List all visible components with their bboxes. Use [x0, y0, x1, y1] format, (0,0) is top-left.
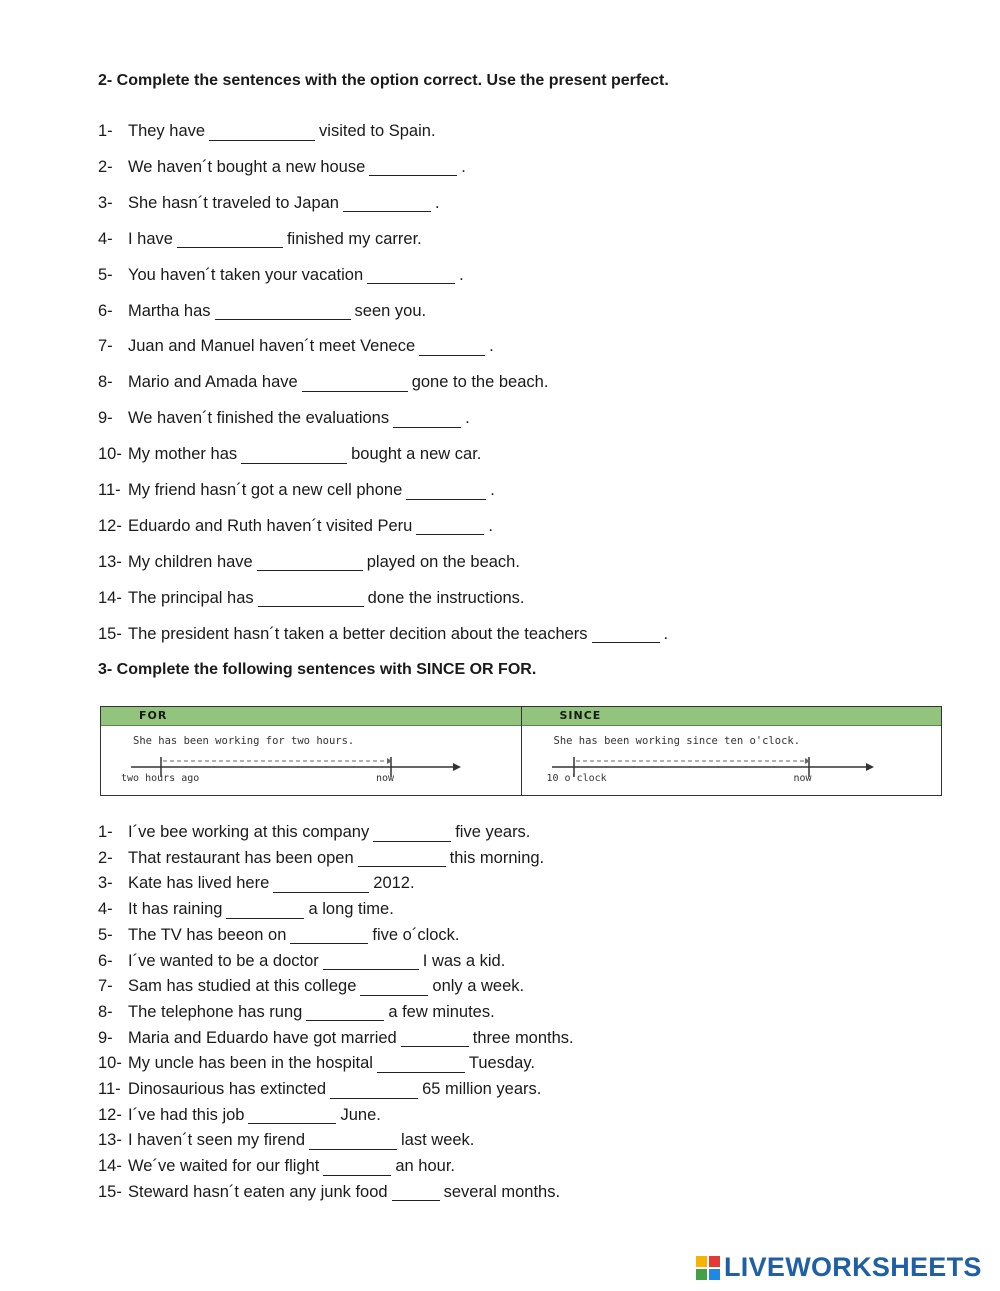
item-number: 11- — [98, 1080, 121, 1098]
item-text-after: a few minutes. — [388, 1002, 495, 1021]
answer-blank-input[interactable] — [209, 124, 315, 141]
item-text-before: We´ve waited for our flight — [128, 1157, 320, 1176]
item-text-before: It has raining — [128, 900, 223, 919]
answer-blank-input[interactable] — [360, 979, 428, 996]
answer-blank-input[interactable] — [377, 1056, 465, 1073]
liveworksheets-logo-icon — [696, 1256, 720, 1280]
item-number: 2- — [98, 157, 113, 176]
item-text-after: an hour. — [395, 1157, 456, 1176]
answer-blank-input[interactable] — [248, 1107, 336, 1124]
item-number: 6- — [98, 951, 113, 970]
item-text-after: only a week. — [432, 977, 525, 996]
item-text-before: The president hasn´t taken a better decition about the teachers — [128, 624, 588, 643]
exercise-item — [98, 1183, 560, 1202]
item-number: 7- — [98, 337, 113, 356]
item-number: 11- — [98, 481, 121, 499]
item-text-after: three months. — [472, 1028, 574, 1047]
exercise-item — [98, 1003, 495, 1022]
exercise-item — [98, 409, 470, 428]
item-number: 3- — [98, 193, 113, 212]
item-number: 1- — [98, 823, 113, 841]
logo-tile-green — [696, 1269, 707, 1280]
exercise-item — [98, 445, 481, 464]
exercise-item — [98, 230, 422, 249]
answer-blank-input[interactable] — [401, 1030, 469, 1047]
item-number: 10- — [98, 445, 122, 464]
item-number: 15- — [98, 624, 122, 643]
answer-blank-input[interactable] — [406, 483, 486, 500]
item-text-before: The principal has — [128, 588, 254, 607]
item-number: 4- — [98, 900, 113, 919]
item-number: 5- — [98, 265, 113, 284]
item-text-after: five o´clock. — [372, 925, 460, 944]
exercise-item — [98, 194, 440, 213]
since-timeline-arrow — [866, 763, 874, 771]
logo-text: LIVEWORKSHEETS — [724, 1252, 982, 1282]
item-text-before: That restaurant has been open — [128, 848, 354, 867]
item-text-after: last week. — [401, 1131, 475, 1150]
item-text-before: I´ve bee working at this company — [128, 823, 370, 841]
item-text-after: visited to Spain. — [319, 122, 436, 140]
item-text-before: I have — [128, 229, 173, 248]
item-text-after: . — [434, 193, 440, 212]
item-number: 12- — [98, 1105, 122, 1124]
answer-blank-input[interactable] — [177, 231, 283, 248]
item-text-after: played on the beach. — [366, 552, 520, 571]
answer-blank-input[interactable] — [330, 1082, 418, 1099]
section-3-heading: 3- Complete the following sentences with SINCE OR FOR. — [98, 661, 537, 678]
item-text-after: I was a kid. — [422, 951, 506, 970]
for-cell — [101, 707, 521, 795]
item-number: 9- — [98, 409, 113, 428]
item-text-before: The TV has beeon on — [128, 925, 287, 944]
item-number: 8- — [98, 1002, 113, 1021]
item-text-before: I haven´t seen my firend — [128, 1131, 306, 1150]
item-text-before: Mario and Amada have — [128, 373, 298, 392]
exercise-item — [98, 481, 495, 500]
item-text-after: bought a new car. — [351, 445, 482, 464]
exercise-item — [98, 977, 524, 996]
answer-blank-input[interactable] — [241, 447, 347, 464]
exercise-item — [98, 1054, 535, 1073]
item-text-before: We haven´t finished the evaluations — [128, 409, 390, 428]
item-number: 13- — [98, 552, 122, 571]
for-since-table — [100, 706, 942, 796]
item-text-before: Kate has lived here — [128, 874, 270, 893]
item-text-before: She hasn´t traveled to Japan — [128, 193, 339, 212]
item-text-before: Martha has — [128, 301, 211, 320]
answer-blank-input[interactable] — [369, 159, 457, 176]
for-end-label: now — [376, 773, 395, 784]
item-text-after: . — [461, 157, 466, 176]
answer-blank-input[interactable] — [273, 876, 369, 893]
exercise-item — [98, 337, 494, 356]
item-number: 2- — [98, 848, 113, 867]
answer-blank-input[interactable] — [358, 850, 446, 867]
since-timeline — [522, 752, 942, 792]
for-example-sentence: She has been working for two hours. — [133, 735, 355, 747]
item-text-after: . — [459, 265, 464, 284]
item-text-after: seen you. — [354, 301, 427, 320]
exercise-item — [98, 266, 464, 285]
item-text-after: finished my carrer. — [286, 229, 422, 248]
exercise-item — [98, 589, 525, 608]
item-number: 5- — [98, 925, 113, 944]
item-text-after: 2012. — [373, 874, 415, 893]
item-text-before: My children have — [128, 552, 253, 571]
item-text-after: . — [489, 337, 494, 356]
exercise-item — [98, 517, 493, 536]
answer-blank-input[interactable] — [258, 590, 364, 607]
exercise-item — [98, 1157, 455, 1176]
item-text-before: My mother has — [128, 445, 238, 464]
exercise-item — [98, 874, 415, 893]
since-end-label: now — [793, 773, 812, 784]
item-text-before: You haven´t taken your vacation — [128, 265, 364, 284]
answer-blank-input[interactable] — [306, 1004, 384, 1021]
exercise-item — [98, 926, 460, 945]
answer-blank-input[interactable] — [290, 927, 368, 944]
item-text-after: . — [465, 409, 470, 428]
item-text-after: June. — [340, 1105, 381, 1124]
answer-blank-input[interactable] — [592, 626, 660, 643]
exercise-item — [98, 1080, 541, 1099]
exercise-item — [98, 900, 394, 919]
answer-blank-input[interactable] — [215, 303, 351, 320]
answer-blank-input[interactable] — [257, 554, 363, 571]
since-example-sentence: She has been working since ten o'clock. — [553, 735, 801, 747]
answer-blank-input[interactable] — [392, 1184, 440, 1201]
exercise-item — [98, 1106, 381, 1125]
item-number: 14- — [98, 588, 122, 607]
exercise-item — [98, 373, 548, 392]
item-number: 3- — [98, 874, 113, 893]
answer-blank-input[interactable] — [416, 518, 484, 535]
item-text-before: Eduardo and Ruth haven´t visited Peru — [128, 516, 413, 535]
answer-blank-input[interactable] — [419, 339, 485, 356]
for-timeline-arrow — [453, 763, 461, 771]
item-text-before: The telephone has rung — [128, 1002, 303, 1021]
item-number: 12- — [98, 516, 122, 535]
item-text-before: Sam has studied at this college — [128, 977, 357, 996]
item-text-after: . — [663, 624, 669, 643]
item-number: 6- — [98, 301, 113, 320]
item-number: 8- — [98, 373, 113, 392]
item-number: 13- — [98, 1131, 122, 1150]
exercise-item — [98, 823, 530, 842]
item-text-after: 65 million years. — [422, 1080, 542, 1098]
item-text-before: Juan and Manuel haven´t meet Venece — [128, 337, 416, 356]
logo-tile-yellow — [696, 1256, 707, 1267]
item-text-before: They have — [128, 122, 206, 140]
for-start-label: two hours ago — [121, 773, 200, 784]
since-cell — [521, 707, 942, 795]
item-text-before: We haven´t bought a new house — [128, 157, 366, 176]
exercise-item — [98, 122, 436, 141]
item-text-before: Dinosaurious has extincted — [128, 1080, 327, 1098]
exercise-item — [98, 553, 520, 572]
exercise-item — [98, 952, 505, 971]
item-number: 15- — [98, 1182, 122, 1201]
exercise-item — [98, 625, 668, 644]
for-timeline — [101, 752, 511, 792]
logo-tile-blue — [709, 1269, 720, 1280]
item-text-before: My friend hasn´t got a new cell phone — [128, 481, 403, 499]
item-text-after: . — [488, 516, 493, 535]
exercise-item — [98, 1131, 474, 1150]
since-header: SINCE — [522, 707, 942, 726]
answer-blank-input[interactable] — [393, 411, 461, 428]
item-number: 14- — [98, 1157, 122, 1176]
item-text-before: I´ve had this job — [128, 1105, 245, 1124]
item-number: 7- — [98, 977, 113, 996]
answer-blank-input[interactable] — [343, 195, 431, 212]
item-number: 10- — [98, 1054, 122, 1073]
item-text-after: done the instructions. — [367, 588, 525, 607]
item-text-before: My uncle has been in the hospital — [128, 1054, 373, 1073]
item-text-before: Maria and Eduardo have got married — [128, 1028, 397, 1047]
item-text-after: . — [490, 481, 495, 499]
for-header: FOR — [101, 707, 521, 726]
answer-blank-input[interactable] — [323, 1159, 391, 1176]
answer-blank-input[interactable] — [323, 953, 419, 970]
item-text-after: a long time. — [308, 900, 394, 919]
item-text-after: this morning. — [449, 848, 545, 867]
answer-blank-input[interactable] — [367, 267, 455, 284]
item-text-after: gone to the beach. — [411, 373, 549, 392]
item-text-after: five years. — [455, 823, 531, 841]
exercise-item — [98, 302, 426, 321]
answer-blank-input[interactable] — [309, 1133, 397, 1150]
item-number: 9- — [98, 1028, 113, 1047]
exercise-item — [98, 1029, 574, 1048]
item-text-before: Steward hasn´t eaten any junk food — [128, 1182, 388, 1201]
since-start-label: 10 o'clock — [546, 773, 607, 784]
exercise-item — [98, 849, 544, 868]
item-text-before: I´ve wanted to be a doctor — [128, 951, 319, 970]
logo-tile-red — [709, 1256, 720, 1267]
exercise-item — [98, 158, 466, 177]
item-text-after: several months. — [443, 1182, 561, 1201]
item-text-after: Tuesday. — [468, 1054, 535, 1073]
answer-blank-input[interactable] — [302, 375, 408, 392]
liveworksheets-logo — [696, 1252, 982, 1283]
section-2-heading: 2- Complete the sentences with the option correct. Use the present perfect. — [98, 72, 669, 89]
item-number: 4- — [98, 229, 113, 248]
answer-blank-input[interactable] — [226, 902, 304, 919]
answer-blank-input[interactable] — [373, 825, 451, 842]
item-number: 1- — [98, 122, 113, 140]
